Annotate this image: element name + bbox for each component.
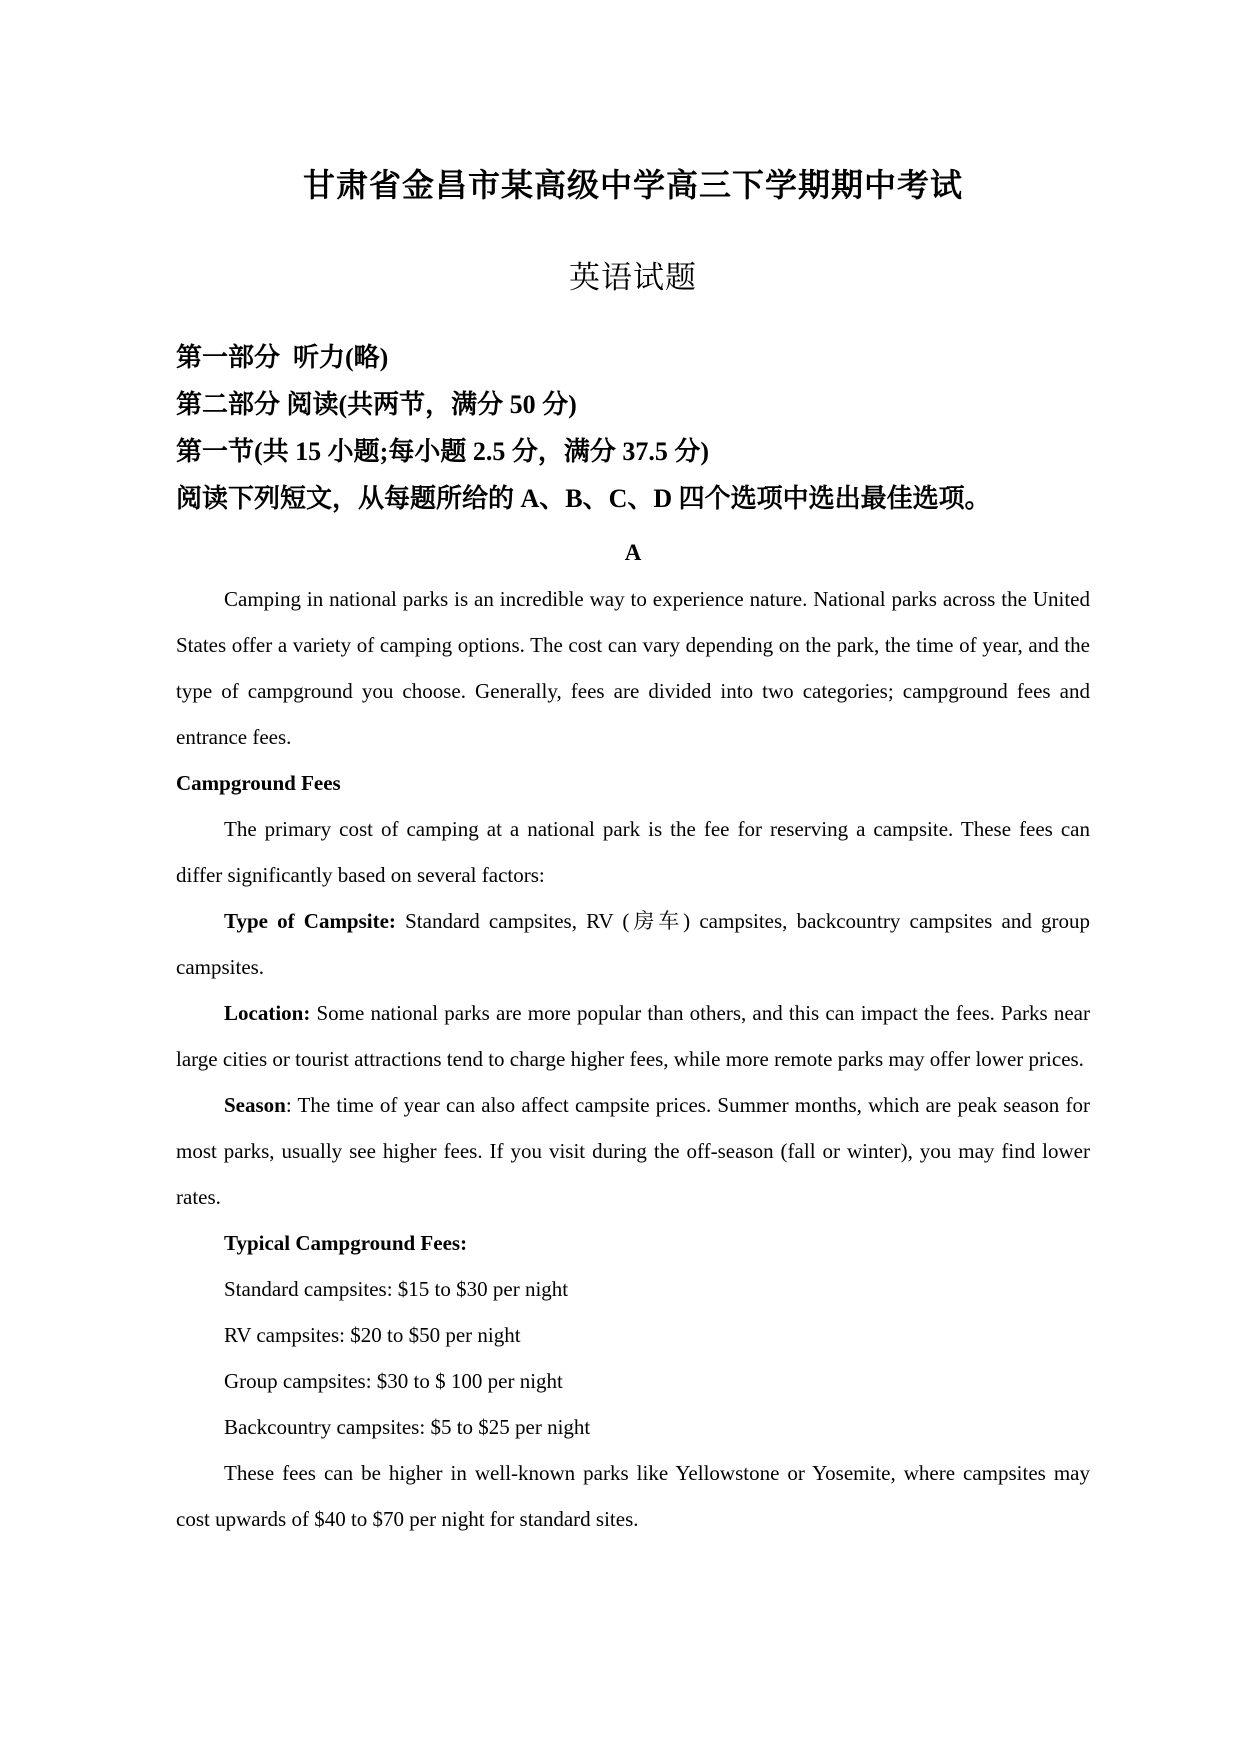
section-headings xyxy=(176,334,1090,522)
passage-paragraph-type-of-campsite xyxy=(176,898,1090,990)
passage-label-a: A xyxy=(624,540,642,565)
factor-text-type-of-campsite: Standard campsites, RV (房车) campsites, backcountry campsites and group campsites. xyxy=(176,909,1090,979)
fee-line-standard: Standard campsites: $15 to $30 per night xyxy=(224,1277,569,1301)
section-part1-listening: 第一部分 听力(略) xyxy=(176,343,389,372)
factor-label-season: Season xyxy=(224,1093,286,1117)
factor-label-type-of-campsite: Type of Campsite: xyxy=(224,909,396,933)
reading-passage-a xyxy=(176,576,1090,1542)
passage-paragraph-location xyxy=(176,990,1090,1082)
section-part2-reading: 第二部分 阅读(共两节，满分 50 分) xyxy=(176,390,577,419)
typical-fees-heading: Typical Campground Fees: xyxy=(224,1231,468,1255)
exam-subtitle: 英语试题 xyxy=(569,260,697,295)
reading-instruction: 阅读下列短文，从每题所给的 A、B、C、D 四个选项中选出最佳选项。 xyxy=(176,484,991,513)
passage-paragraph-intro: Camping in national parks is an incredible way to experience nature. National parks across the United States offer a variety of camping options. The cost can vary depending on the park, the time of year, and the type of campground you choose. Generally, fees are divided into two categories; campground fees and entrance fees. xyxy=(176,587,1090,749)
fee-line-group: Group campsites: $30 to $ 100 per night xyxy=(224,1369,563,1393)
fee-list xyxy=(176,1266,1090,1450)
factor-label-location: Location: xyxy=(224,1001,311,1025)
factor-text-location: Some national parks are more popular than others, and this can impact the fees. Parks near large cities or tourist attractions tend to charge higher fees, while more remote parks may offer lower prices. xyxy=(176,1001,1090,1071)
fee-line-backcountry: Backcountry campsites: $5 to $25 per night xyxy=(224,1415,591,1439)
factor-text-season: : The time of year can also affect campsite prices. Summer months, which are peak season for most parks, usually see higher fees. If you visit during the off-season (fall or winter), you may find lower rates. xyxy=(176,1093,1090,1209)
passage-paragraph-primary-cost: The primary cost of camping at a national park is the fee for reserving a campsite. These fees can differ significantly based on several factors: xyxy=(176,817,1090,887)
section-one-scoring: 第一节(共 15 小题;每小题 2.5 分，满分 37.5 分) xyxy=(176,437,709,466)
exam-title: 甘肃省金昌市某高级中学高三下学期期中考试 xyxy=(302,167,963,203)
passage-heading-campground-fees: Campground Fees xyxy=(176,771,341,795)
passage-paragraph-famous-parks: These fees can be higher in well-known parks like Yellowstone or Yosemite, where campsites may cost upwards of $40 to $70 per night for standard sites. xyxy=(176,1461,1090,1531)
fee-line-rv: RV campsites: $20 to $50 per night xyxy=(224,1323,521,1347)
passage-paragraph-season xyxy=(176,1082,1090,1220)
